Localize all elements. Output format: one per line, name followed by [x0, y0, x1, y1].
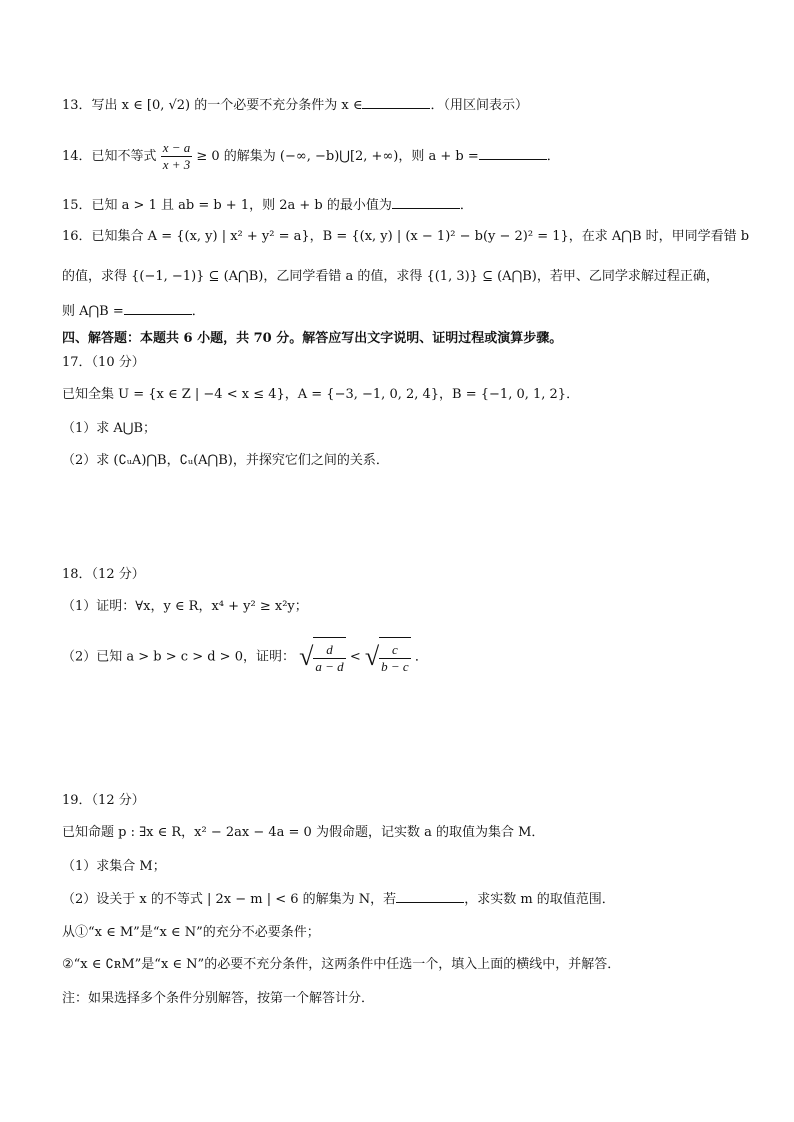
question-17-part-1	[62, 420, 754, 438]
sqrt-radical-icon: √	[299, 642, 314, 672]
q15-tail: ．	[459, 198, 473, 213]
q18-f2-den: b − c	[381, 659, 409, 675]
q18-f1-num: d	[313, 642, 345, 659]
q17-p1: （1）求 A⋃B；	[62, 421, 157, 436]
q13-text: 13．写出 x ∈ [0, √2) 的一个必要不充分条件为 x ∈	[62, 98, 363, 113]
q19-c1: 从①“x ∈ M”是“x ∈ N”的充分不必要条件；	[62, 925, 320, 940]
q16-line3: 则 A⋂B =	[62, 304, 124, 319]
q16-line2: 的值，求得 {(−1, −1)} ⊆ (A⋂B)，乙同学看错 a 的值，求得 {(1, 3)} ⊆ (A⋂B)，若甲、乙同学求解过程正确，	[62, 269, 719, 284]
q14-fraction	[161, 140, 193, 173]
q18-sqrt-left	[299, 636, 346, 678]
q17-line1: 已知全集 U = {x ∈ Z | −4 < x ≤ 4}，A = {−3, −1, 0, 2, 4}，B = {−1, 0, 1, 2}．	[62, 387, 580, 402]
question-19-condition-2	[62, 956, 754, 974]
q18-head: 18．（12 分）	[62, 567, 145, 582]
question-17-part-2	[62, 452, 754, 470]
question-16-line-2	[62, 268, 754, 286]
q14-pre: 14．已知不等式	[62, 149, 157, 164]
question-13	[62, 96, 754, 115]
q19-p2-post: ，求实数 m 的取值范围．	[464, 892, 615, 907]
q17-head: 17．（10 分）	[62, 355, 145, 370]
question-17-heading	[62, 354, 754, 372]
q19-p2-pre: （2）设关于 x 的不等式 | 2x − m | < 6 的解集为 N，若	[62, 892, 397, 907]
question-19-heading	[62, 792, 754, 810]
section4-text: 四、解答题：本题共 6 小题，共 70 分。解答应写出文字说明、证明过程或演算步骤。	[62, 331, 563, 346]
section-4-heading	[62, 330, 754, 348]
q19-line1: 已知命题 p : ∃x ∈ R，x² − 2ax − 4a = 0 为假命题，记实数 a 的取值为集合 M．	[62, 825, 545, 840]
question-16-line-1	[62, 228, 754, 246]
q14-frac-den: x + 3	[162, 157, 191, 172]
q15-text: 15．已知 a > 1 且 ab = b + 1，则 2a + b 的最小值为	[62, 198, 392, 213]
question-15	[62, 196, 754, 215]
q18-p2-pre: （2）已知 a > b > c > d > 0，证明：	[62, 649, 295, 665]
q14-answer-blank[interactable]	[479, 147, 547, 160]
question-18-part-2	[62, 636, 754, 678]
q16-line1: 16．已知集合 A = {(x, y) | x² + y² = a}，B = {(x, y) | (x − 1)² − b(y − 2)² = 1}，在求 A⋂B 时，甲同学看错 b	[62, 229, 750, 244]
q19-p1: （1）求集合 M；	[62, 859, 166, 874]
q14-frac-num: x − a	[162, 140, 191, 155]
sqrt-radical-icon: √	[364, 642, 380, 672]
question-19-part-2	[62, 890, 754, 909]
q18-p1: （1）证明：∀x，y ∈ R，x⁴ + y² ≥ x²y；	[62, 599, 308, 614]
q19-c2: ②“x ∈ ∁ʀM”是“x ∈ N”的必要不充分条件，这两条件中任选一个，填入上面的横线中，并解答．	[62, 957, 621, 972]
q19-condition-blank[interactable]	[396, 890, 464, 903]
question-19-part-1	[62, 858, 754, 876]
q14-tail: ．	[546, 149, 560, 164]
q16-answer-blank[interactable]	[124, 302, 192, 315]
q17-p2: （2）求 (∁ᵤA)⋂B，∁ᵤ(A⋂B)，并探究它们之间的关系．	[62, 453, 389, 468]
q15-answer-blank[interactable]	[392, 196, 460, 209]
q19-head: 19．（12 分）	[62, 793, 145, 808]
question-18-heading	[62, 566, 754, 584]
question-19-line-1	[62, 824, 754, 842]
question-18-part-1	[62, 598, 754, 616]
q18-end: ．	[414, 649, 428, 665]
question-14	[62, 140, 754, 174]
q18-f1-den: a − d	[315, 659, 344, 675]
question-16-line-3	[62, 302, 754, 321]
q13-answer-blank[interactable]	[362, 96, 430, 109]
q16-tail: ．	[191, 304, 205, 319]
q19-note: 注：如果选择多个条件分别解答，按第一个解答计分．	[62, 991, 375, 1006]
q13-tail: ．（用区间表示）	[430, 98, 528, 113]
question-17-line-1	[62, 386, 754, 404]
q18-sqrt-right	[365, 636, 411, 678]
q18-less-than: <	[349, 649, 361, 665]
q18-f2-num: c	[379, 642, 411, 659]
question-19-note	[62, 990, 754, 1008]
q14-post: ≥ 0 的解集为 (−∞, −b)⋃[2, +∞)，则 a + b =	[196, 149, 479, 164]
question-19-condition-1	[62, 924, 754, 942]
